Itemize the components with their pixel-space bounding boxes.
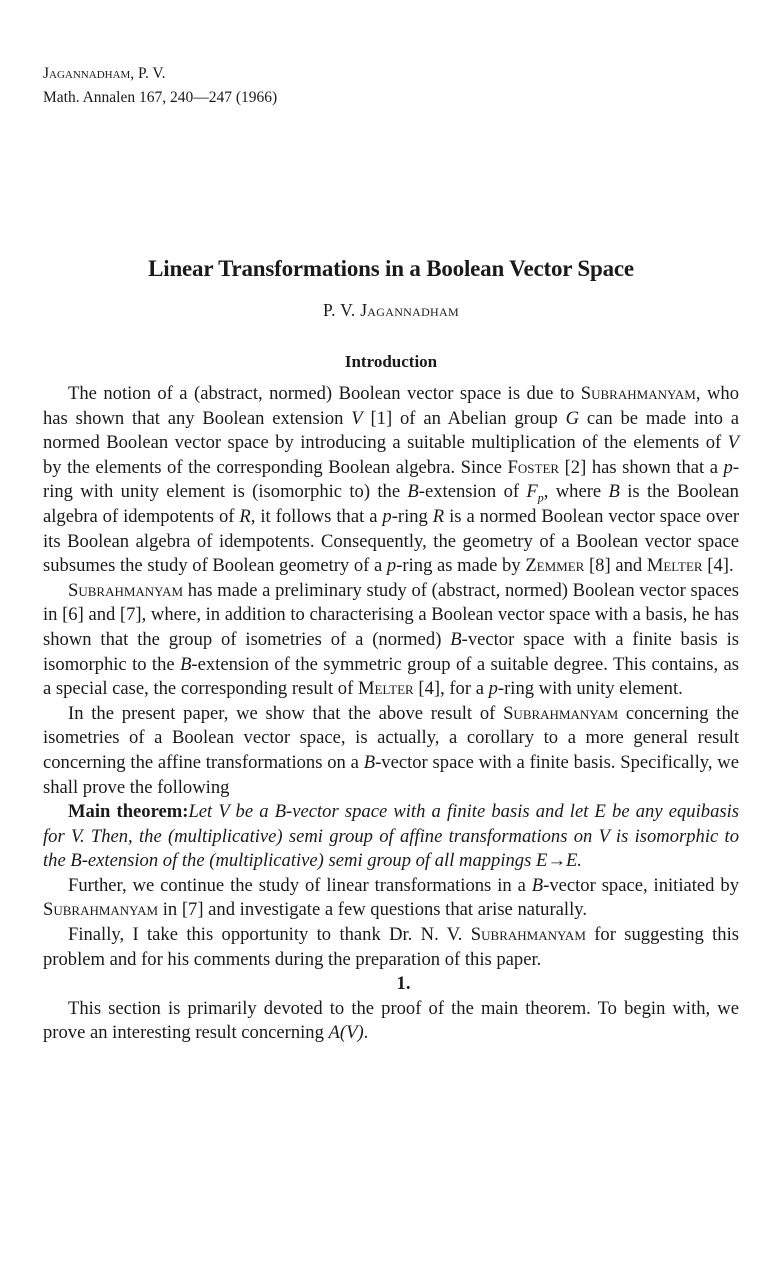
intro-paragraph-3: In the present paper, we show that the above result of Subrahmanyam concerning the isometries of a Boolean vector space, is actually, a corollary to a more general result concerning the affine transformations on a B-vector space with a finite basis. Specifically, we shall prove the following: [43, 702, 739, 798]
paper-body: [43, 382, 739, 1046]
main-theorem-label: Main theorem:: [68, 801, 189, 823]
intro-paragraph-1: The notion of a (abstract, normed) Boolean vector space is due to Subrahmanyam, who has shown that any Boolean extension V [1] of an Abelian group G can be made into a normed Boolean vector space by introducing a suitable multiplication of the elements of V by the elements of the corresponding Boolean algebra. Since Foster [2] has shown that a p-ring with unity element is (isomorphic to) the B-extension of $F_p$, where B is the Boolean algebra of idempotents of R, it follows that a p-ring R is a normed Boolean vector space over its Boolean algebra of idempotents. Consequently, the geometry of a Boolean vector space subsumes the study of Boolean geometry of a p-ring as made by Zemmer [8] and Melter [4].: [43, 383, 740, 577]
header-citation: Math. Annalen 167, 240—247 (1966): [43, 89, 278, 106]
introduction-heading: Introduction: [344, 352, 438, 371]
section-1-paragraph-1: This section is primarily devoted to the proof of the main theorem. To begin with, we prove an interesting result concerning A(V).: [43, 997, 739, 1044]
intro-paragraph-2: Subrahmanyam has made a preliminary study of (abstract, normed) Boolean vector spaces in [6] and [7], where, in addition to characterising a Boolean vector space with a basis, he has shown that the group of isometries of a (normed) B-vector space with a finite basis is isomorphic to the B-extension of the symmetric group of a suitable degree. This contains, as a special case, the corresponding result of Melter [4], for a p-ring with unity element.: [43, 579, 739, 700]
main-theorem: [43, 800, 739, 874]
header-author: Jagannadham, P. V.: [43, 65, 166, 82]
intro-paragraph-5: Further, we continue the study of linear transformations in a B-vector space, initiated by Subrahmanyam in [7] and investigate a few questions that arise naturally.: [43, 874, 739, 921]
citation-header: [43, 62, 277, 110]
paper-author: P. V. Jagannadham: [323, 300, 459, 320]
section-1-heading: 1.: [396, 973, 411, 995]
main-theorem-text: Let V be a B-vector space with a finite basis and let E be any equibasis for V. Then, the (multiplicative) semi group of affine transformations on V is isomorphic to the B-extension of the (multiplicative) semi group of all mappings E→E.: [43, 801, 739, 872]
intro-paragraph-6: Finally, I take this opportunity to thank Dr. N. V. Subrahmanyam for suggesting this problem and for his comments during the preparation of this paper.: [43, 924, 739, 970]
paper-title: Linear Transformations in a Boolean Vector Space: [148, 256, 634, 281]
